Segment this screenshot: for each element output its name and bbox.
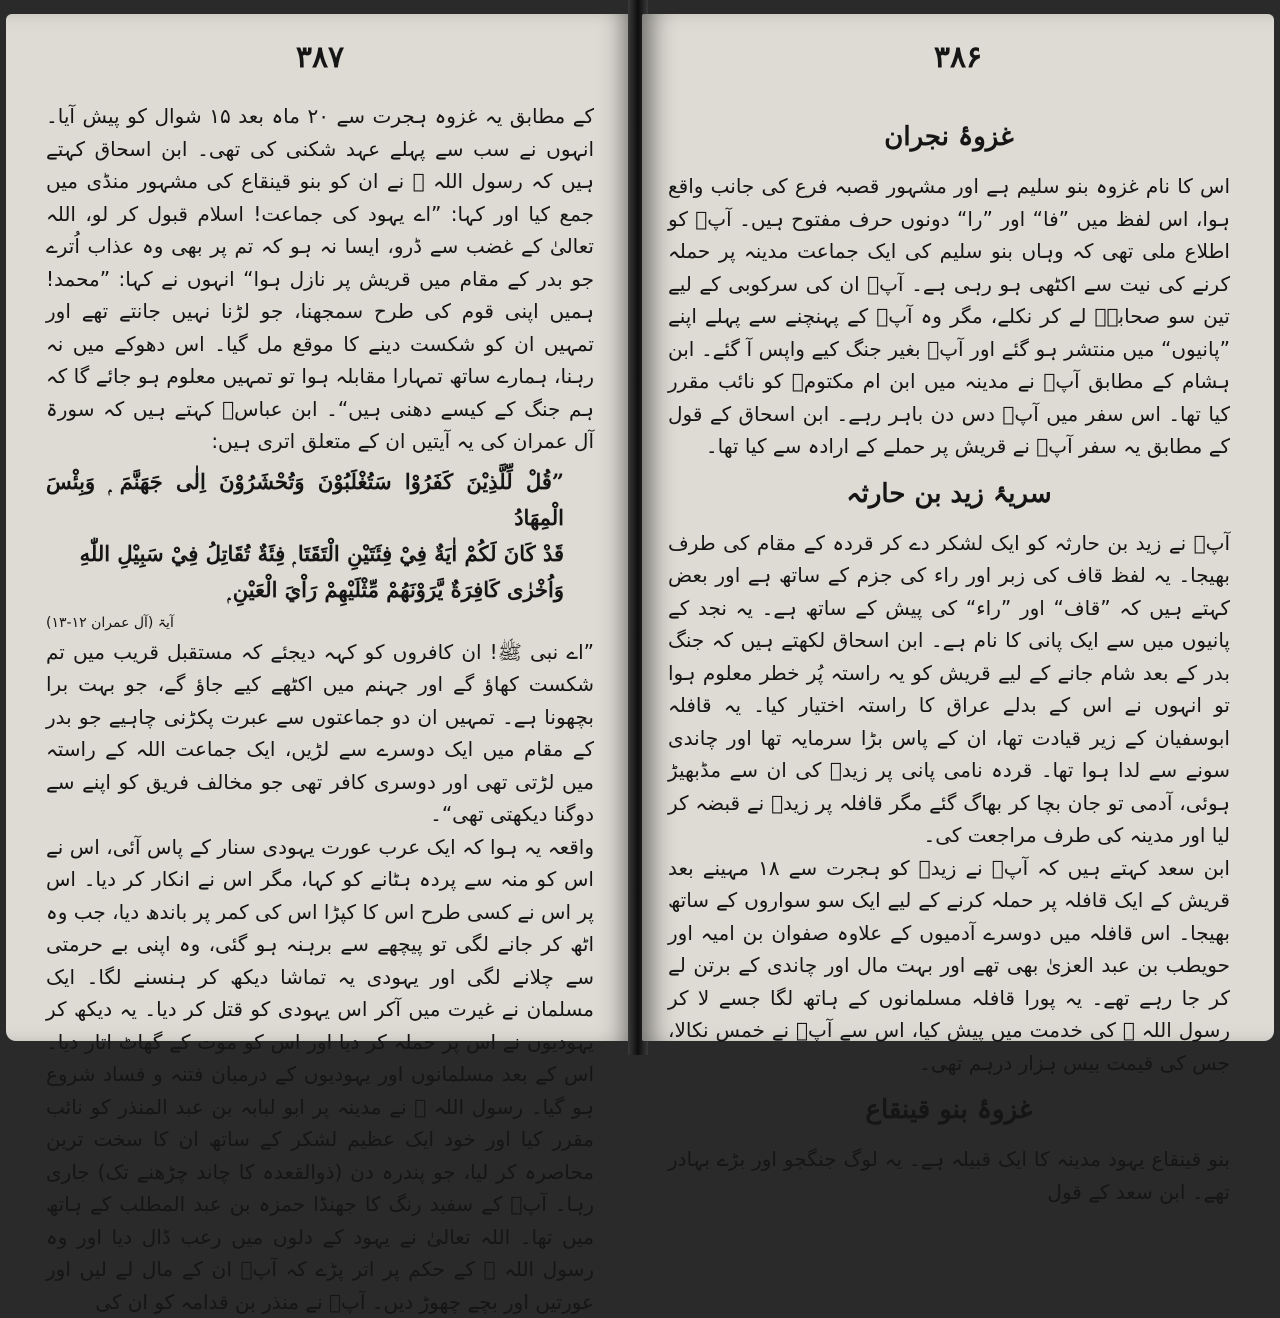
- verse-reference: آیۃ (آل عمران ۱۲-۱۳): [46, 612, 594, 634]
- quran-verse-block: [46, 464, 594, 608]
- paragraph: واقعہ یہ ہوا کہ ایک عرب عورت یہودی سنار کے پاس آئی، اس نے اس کو منہ سے پردہ ہٹانے کو کہا، مگر اس نے انکار کر دیا۔ اس پر اس نے کسی طرح اس کا کپڑا اس کی کمر پر باندھ دیا، جب وہ اٹھ کر جانے لگی تو پیچھے سے برہنہ ہو گئی، وہ اپنی بے حرمتی سے چلانے لگی اور یہودی یہ تماشا دیکھ کر ہنسنے لگا۔ ایک مسلمان نے غیرت میں آکر اس یہودی کو قتل کر دیا۔ یہ دیکھ کر یہودیوں نے اس پر حملہ کر دیا اور اس کو موت کے گھاٹ اتار دیا۔ اس کے بعد مسلمانوں اور یہودیوں کے درمیان فتنہ و فساد شروع ہو گیا۔ رسول اللہ ﷺ نے مدینہ پر ابو لبابہ بن عبد المنذر کو نائب مقرر کیا اور خود ایک عظیم لشکر کے ساتھ ان کا سخت ترین محاصرہ کر لیا، جو پندرہ دن (ذوالقعدہ کا چاند چڑھنے تک) جاری رہا۔ آپؐ کے سفید رنگ کا جھنڈا حمزہ بن عبد المطلب کے ہاتھ میں تھا۔ اللہ تعالیٰ نے یہود کے دلوں میں رعب ڈال دیا اور وہ رسول اللہ ﷺ کے حکم پر اتر پڑے کہ آپؐ ان کے مال لے لیں اور عورتیں اور بچے چھوڑ دیں۔ آپؐ نے منذر بن قدامہ کو ان کی: [46, 831, 594, 1318]
- verse-line: قَدْ كَانَ لَكُمْ اٰيَةٌ فِيْ فِئَتَيْنِ الْتَقَتَا ۭ فِئَةٌ تُقَاتِلُ فِيْ سَبِيْلِ اللّٰهِ: [46, 536, 564, 572]
- paragraph: ابن سعد کہتے ہیں کہ آپؐ نے زیدؓ کو ہجرت سے ۱۸ مہینے بعد قریش کے ایک قافلہ پر حملہ کرنے کے لیے ایک سو سواروں کے ساتھ بھیجا۔ اس قافلہ میں دوسرے آدمیوں کے علاوہ صفوان بن امیہ اور حویطب بن عبد العزیٰ بھی تھے اور بہت مال اور چاندی کے برتن لے کر جا رہے تھے۔ یہ پورا قافلہ مسلمانوں کے ہاتھ لگا جسے لا کر رسول اللہ ﷺ کی خدمت میں پیش کیا، اس سے آپؐ نے خمس نکالا، جس کی قیمت بیس ہزار درہم تھی۔: [668, 852, 1230, 1080]
- left-page-text: [46, 100, 594, 1318]
- paragraph: بنو قینقاع یہود مدینہ کا ایک قبیلہ ہے۔ یہ لوگ جنگجو اور بڑے بہادر تھے۔ ابن سعد کے قول: [668, 1143, 1230, 1208]
- page-number-left: ۳۸۷: [6, 40, 634, 75]
- paragraph: آپؐ نے زید بن حارثہ کو ایک لشکر دے کر قردہ کے مقام کی طرف بھیجا۔ یہ لفظ قاف کی زبر اور راء کی جزم کے ساتھ ہے اور بعض کہتے ہیں کہ ”قاف“ اور ”راء“ کی پیش کے ساتھ ہے۔ یہ نجد کے پانیوں میں سے ایک پانی کا نام ہے۔ ابن اسحاق لکھتے ہیں کہ جنگ بدر کے بعد شام جانے کے لیے قریش کو یہ راستہ پُر خطر معلوم ہوا تو انہوں نے اس کے بدلے عراق کا راستہ اختیار کیا۔ یہ قافلہ ابوسفیان کے زیر قیادت تھا، ان کے پاس بڑا سرمایہ تھا اور چاندی سونے سے لدا ہوا تھا۔ قردہ نامی پانی پر زیدؓ کی ان سے مڈبھیڑ ہوئی، آدمی تو جان بچا کر بھاگ گئے مگر قافلہ پر زیدؓ نے قبضہ کر لیا اور مدینہ کی طرف مراجعت کی۔: [668, 527, 1230, 852]
- section-heading: غزوۂ نجران: [668, 114, 1230, 160]
- right-page: [642, 14, 1274, 1041]
- verse-line: ”قُلْ لِّلَّذِيْنَ كَفَرُوْا سَتُغْلَبُوْنَ وَتُحْشَرُوْنَ اِلٰى جَهَنَّمَ ۭ وَبِئْسَ الْمِهَادُ: [46, 464, 564, 536]
- left-page: [6, 14, 634, 1041]
- section-heading: سریۂ زید بن حارثہ: [668, 471, 1230, 517]
- right-page-text: [668, 114, 1230, 1208]
- paragraph: اس کا نام غزوہ بنو سلیم ہے اور مشہور قصبہ فرع کی جانب واقع ہوا، اس لفظ میں ”فا“ اور ”را“ دونوں حرف مفتوح ہیں۔ آپؐ کو اطلاع ملی تھی کہ وہاں بنو سلیم کی ایک جماعت مدینہ پر حملہ کرنے کی نیت سے اکٹھی ہو رہی ہے۔ آپؐ ان کی سرکوبی کے لیے تین سو صحابہؓ لے کر نکلے، مگر وہ آپؐ کے پہنچنے سے پہلے اپنے ”پانیوں“ میں منتشر ہو گئے اور آپؐ بغیر جنگ کیے واپس آ گئے۔ ابن ہشام کے مطابق آپؐ نے مدینہ میں ابن ام مکتومؓ کو نائب مقرر کیا تھا۔ اس سفر میں آپؐ دس دن باہر رہے۔ ابن اسحاق کے قول کے مطابق یہ سفر آپؐ نے قریش پر حملے کے ارادہ سے کیا تھا۔: [668, 170, 1230, 463]
- section-heading: غزوۂ بنو قینقاع: [668, 1087, 1230, 1133]
- paragraph: ”اے نبی ﷺ! ان کافروں کو کہہ دیجئے کہ مستقبل قریب میں تم شکست کھاؤ گے اور جہنم میں اکٹھے کیے جاؤ گے، جو بہت برا بچھونا ہے۔ تمہیں ان دو جماعتوں سے عبرت پکڑنی چاہیے جو بدر کے مقام میں ایک دوسرے سے لڑیں، ایک جماعت اللہ کے راستہ میں لڑتی تھی اور دوسری کافر تھی جو مخالف فریق کو اپنے سے دوگنا دیکھتی تھی“۔: [46, 636, 594, 831]
- verse-line: وَاُخْرٰى كَافِرَةٌ يَّرَوْنَهُمْ مِّثْلَيْهِمْ رَاْيَ الْعَيْنِ ۭ: [46, 572, 564, 608]
- paragraph: کے مطابق یہ غزوہ ہجرت سے ۲۰ ماہ بعد ۱۵ شوال کو پیش آیا۔ انہوں نے سب سے پہلے عہد شکنی کی تھی۔ ابن اسحاق کہتے ہیں کہ رسول اللہ ﷺ نے ان کو بنو قینقاع کی مشہور منڈی میں جمع کیا اور کہا: ”اے یہود کی جماعت! اسلام قبول کر لو، اللہ تعالیٰ کے غضب سے ڈرو، ایسا نہ ہو کہ تم پر بھی وہ عذاب اُترے جو بدر کے مقام میں قریش پر نازل ہوا“ انہوں نے کہا: ”محمد! ہمیں اپنی قوم کی طرح سمجھنا، جو لڑنا نہیں جانتے تھے اور تمہیں ان کو شکست دینے کا موقع مل گیا۔ اس دھوکے میں نہ رہنا، ہمارے ساتھ تمہارا مقابلہ ہوا تو تمہیں معلوم ہو جائے گا کہ ہم جنگ کے کیسے دھنی ہیں“۔ ابن عباسؓ کہتے ہیں کہ سورۃ آل عمران کی یہ آیتیں ان کے متعلق اتری ہیں:: [46, 100, 594, 458]
- page-number-right: ۳۸۶: [642, 40, 1274, 75]
